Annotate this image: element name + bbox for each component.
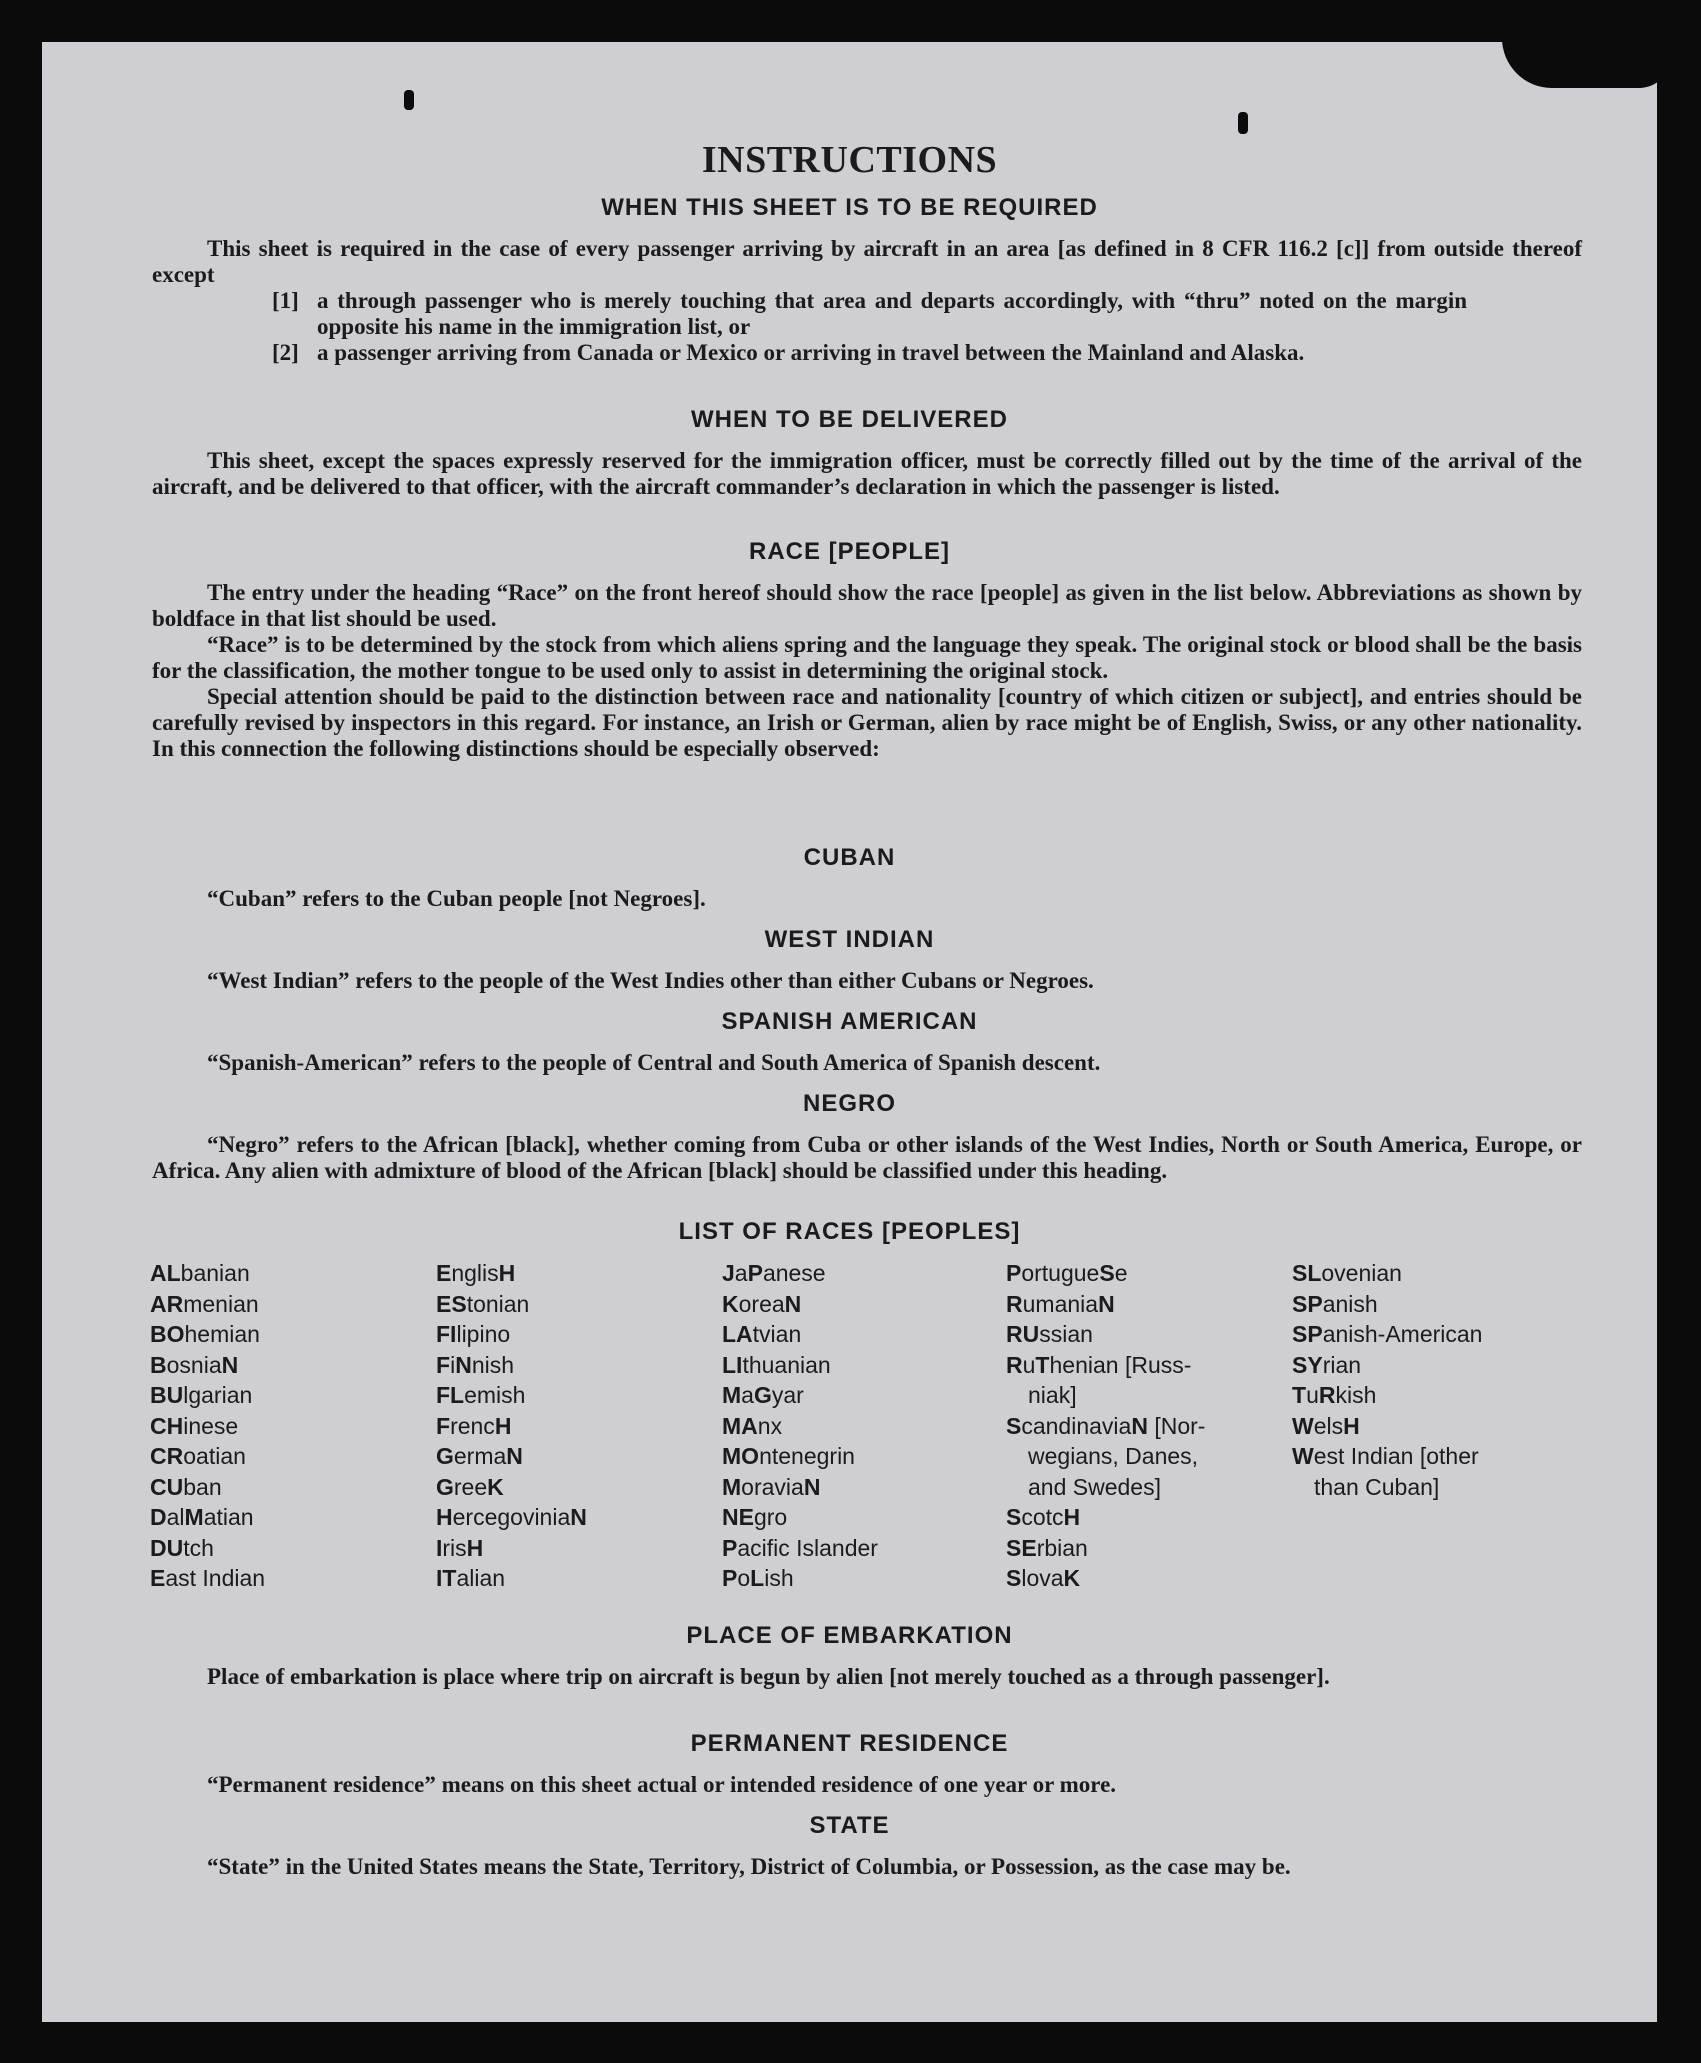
abbreviation-letters: S — [1099, 1260, 1115, 1286]
race-entry — [722, 1380, 878, 1411]
abbreviation-letters: BO — [150, 1321, 185, 1347]
race-entry — [150, 1502, 265, 1533]
race-entry — [150, 1563, 265, 1594]
abbreviation-letters: ES — [436, 1290, 467, 1317]
paragraph-text: This sheet is required in the case of every passenger arriving by aircraft in an area [as defined in 8 CFR 116.2 [c]] from outside thereof except — [152, 236, 1582, 287]
heading-when-delivered: WHEN TO BE DELIVERED — [691, 406, 1008, 433]
race-text: rian — [1322, 1351, 1362, 1378]
abbreviation-letters: R — [1006, 1351, 1023, 1378]
paragraph-text: Place of embarkation is place where trip on aircraft is begun by alien [not merely touched as a through passenger]. — [207, 1664, 1330, 1689]
paragraph-text: “Cuban” refers to the Cuban people [not Negroes]. — [207, 886, 706, 911]
paragraph-text: “Negro” refers to the African [black], whether coming from Cuba or other islands of the West Indies, North or South America, Europe, or Africa. Any alien with admixture of blood of the African [black] should be classified under this heading. — [152, 1132, 1582, 1183]
race-entry — [150, 1472, 265, 1503]
races-column-1 — [150, 1258, 265, 1594]
race-text: ssian — [1039, 1321, 1093, 1347]
abbreviation-letters: I — [436, 1534, 443, 1561]
abbreviation-letters: P — [722, 1534, 738, 1561]
race-entry — [150, 1289, 265, 1320]
race-entry — [436, 1441, 587, 1472]
race-text: els — [1313, 1412, 1344, 1439]
race-text: alian — [456, 1565, 506, 1591]
abbreviation-letters: FI — [436, 1321, 457, 1347]
abbreviation-letters: F — [436, 1351, 451, 1378]
abbreviation-letters: T — [1035, 1351, 1050, 1378]
race-entry — [722, 1533, 878, 1564]
race-entry — [1006, 1533, 1205, 1564]
race-text: tvian — [752, 1321, 802, 1347]
race-text: thuanian — [742, 1351, 831, 1378]
race-text: candinavia — [1021, 1412, 1132, 1439]
abbreviation-letters: W — [1292, 1412, 1314, 1439]
heading-spanish-american: SPANISH AMERICAN — [721, 1008, 978, 1035]
race-entry — [150, 1380, 265, 1411]
abbreviation-letters: N — [1131, 1412, 1148, 1439]
paragraph-when-required — [152, 236, 1582, 288]
race-entry — [722, 1441, 878, 1472]
paragraph-text: Special attention should be paid to the distinction between race and nationality [country of which citizen or subject], and entries should be carefully revised by inspectors in this regard. For instance, an Irish or German, alien by race might be of English, Swiss, or any other nationality. In this connection the following distinctions should be especially observed: — [152, 684, 1582, 761]
heading-when-required: WHEN THIS SHEET IS TO BE REQUIRED — [601, 194, 1098, 221]
abbreviation-letters: N — [506, 1443, 523, 1469]
abbreviation-letters: LI — [722, 1351, 743, 1378]
race-entry — [1292, 1289, 1482, 1320]
abbreviation-letters: J — [722, 1260, 735, 1286]
race-entry — [1292, 1441, 1482, 1472]
race-entry — [1006, 1502, 1205, 1533]
race-text: oravia — [741, 1473, 804, 1500]
race-entry — [1006, 1563, 1205, 1594]
abbreviation-letters: G — [753, 1382, 772, 1408]
race-text: a — [734, 1260, 748, 1286]
abbreviation-letters: L — [750, 1565, 765, 1591]
abbreviation-letters: F — [436, 1412, 451, 1439]
race-text: ercegovinia — [452, 1504, 571, 1530]
abbreviation-letters: H — [1343, 1412, 1360, 1439]
race-entry — [150, 1258, 265, 1289]
abbreviation-letters: MO — [722, 1443, 760, 1469]
abbreviation-letters: R — [1006, 1290, 1023, 1317]
race-text: ast Indian — [165, 1565, 266, 1591]
abbreviation-letters: H — [498, 1260, 516, 1286]
paragraph-state — [152, 1854, 1582, 1880]
race-entry — [1006, 1441, 1205, 1472]
abbreviation-letters: E — [150, 1565, 166, 1591]
race-entry — [436, 1411, 587, 1442]
abbreviation-letters: G — [436, 1443, 454, 1469]
abbreviation-letters: CR — [150, 1443, 184, 1469]
abbreviation-letters: SP — [1292, 1321, 1323, 1347]
abbreviation-letters: K — [722, 1290, 739, 1317]
race-text: est Indian [other — [1313, 1443, 1479, 1469]
race-text: anish-American — [1322, 1321, 1483, 1347]
abbreviation-letters: K — [487, 1473, 504, 1500]
race-entry — [436, 1319, 587, 1350]
race-entry — [1006, 1472, 1205, 1503]
item-text: a through passenger who is merely touching that area and departs accordingly, with “thru” noted on the margin opposite his name in the immigration list, or — [317, 288, 1467, 339]
race-entry — [150, 1441, 265, 1472]
race-entry — [1006, 1289, 1205, 1320]
race-entry — [150, 1350, 265, 1381]
race-text: cotc — [1021, 1504, 1064, 1530]
heading-permanent-residence: PERMANENT RESIDENCE — [690, 1730, 1009, 1757]
abbreviation-letters: P — [722, 1565, 738, 1591]
race-text: ortugue — [1021, 1260, 1100, 1286]
heading-cuban: CUBAN — [803, 844, 896, 871]
heading-embarkation: PLACE OF EMBARKATION — [686, 1622, 1013, 1649]
race-entry — [722, 1502, 878, 1533]
race-entry — [436, 1350, 587, 1381]
race-entry — [436, 1472, 587, 1503]
paragraph-spanish-american — [152, 1050, 1582, 1076]
race-text: lova — [1021, 1565, 1064, 1591]
race-entry — [436, 1563, 587, 1594]
race-entry — [150, 1319, 265, 1350]
race-entry — [1006, 1380, 1205, 1411]
race-entry — [1292, 1472, 1482, 1503]
race-entry — [1006, 1319, 1205, 1350]
race-text: yar — [771, 1382, 804, 1408]
race-text: anish — [1322, 1290, 1378, 1317]
heading-race: RACE [PEOPLE] — [748, 538, 950, 565]
race-entry — [150, 1411, 265, 1442]
race-text: nish — [471, 1351, 515, 1378]
abbreviation-letters: FL — [436, 1382, 465, 1408]
race-text: ovenian — [1321, 1260, 1402, 1286]
heading-west-indian: WEST INDIAN — [764, 926, 935, 953]
document-page — [42, 42, 1657, 2022]
abbreviation-letters: S — [1006, 1504, 1022, 1530]
abbreviation-letters: S — [1006, 1565, 1022, 1591]
abbreviation-letters: R — [1318, 1382, 1336, 1408]
race-text: atian — [203, 1504, 254, 1530]
race-entry — [722, 1319, 878, 1350]
race-entry — [436, 1502, 587, 1533]
paragraph-text: “State” in the United States means the State, Territory, District of Columbia, or Possession, as the case may be. — [207, 1854, 1291, 1879]
abbreviation-letters: N — [803, 1473, 821, 1500]
race-text: niak] — [1028, 1382, 1077, 1408]
race-text: gro — [753, 1504, 788, 1530]
punch-mark — [1238, 112, 1248, 134]
abbreviation-letters: SL — [1292, 1260, 1322, 1286]
abbreviation-letters: SY — [1292, 1351, 1323, 1378]
race-text: i — [450, 1351, 456, 1378]
paragraph-embarkation — [152, 1664, 1582, 1690]
abbreviation-letters: CU — [150, 1473, 184, 1500]
race-entry — [1006, 1411, 1205, 1442]
abbreviation-letters: H — [466, 1534, 484, 1561]
paragraph-race — [152, 580, 1582, 762]
abbreviation-letters: IT — [436, 1565, 457, 1591]
paragraph-text: “Race” is to be determined by the stock from which aliens spring and the language they speak. The original stock or blood shall be the basis for the classification, the mother tongue to be used only to assist in determining the original stock. — [152, 632, 1582, 683]
abbreviation-letters: M — [184, 1504, 204, 1530]
torn-corner — [1502, 42, 1657, 88]
abbreviation-letters: K — [1063, 1565, 1081, 1591]
race-text: ntenegrin — [759, 1443, 855, 1469]
race-text: menian — [183, 1290, 259, 1317]
item-number: [2] — [272, 340, 299, 365]
races-column-2 — [436, 1258, 587, 1594]
item-number: [1] — [272, 288, 299, 313]
heading-negro: NEGRO — [802, 1090, 896, 1117]
abbreviation-letters: N — [221, 1351, 239, 1378]
abbreviation-letters: DU — [150, 1534, 184, 1561]
abbreviation-letters: M — [722, 1473, 742, 1500]
paragraph-permanent-residence — [152, 1772, 1582, 1798]
race-entry — [1292, 1350, 1482, 1381]
race-text: hemian — [184, 1321, 260, 1347]
race-text: than Cuban] — [1314, 1473, 1440, 1500]
race-text: tch — [183, 1534, 214, 1561]
page-title: INSTRUCTIONS — [701, 139, 998, 181]
paragraph-text: The entry under the heading “Race” on the front hereof should show the race [people] as given in the list below. Abbreviations as shown by boldface in that list should be used. — [152, 580, 1582, 631]
race-text: ban — [183, 1473, 222, 1500]
abbreviation-letters: G — [436, 1473, 454, 1500]
race-text: and Swedes] — [1028, 1473, 1161, 1500]
race-text: e — [1114, 1260, 1128, 1286]
race-entry — [722, 1411, 878, 1442]
abbreviation-letters: MA — [722, 1412, 758, 1439]
race-entry — [436, 1533, 587, 1564]
race-text: umania — [1022, 1290, 1099, 1317]
abbreviation-letters: M — [722, 1382, 742, 1408]
race-text: ish — [764, 1565, 794, 1591]
race-text: inese — [183, 1412, 239, 1439]
race-text: banian — [180, 1260, 250, 1286]
abbreviation-letters: H — [1063, 1504, 1081, 1530]
abbreviation-letters: SP — [1292, 1290, 1323, 1317]
race-entry — [722, 1472, 878, 1503]
abbreviation-letters: SE — [1006, 1534, 1037, 1561]
punch-mark — [404, 90, 414, 110]
race-entry — [722, 1350, 878, 1381]
race-entry — [1006, 1258, 1205, 1289]
race-text: a — [741, 1382, 754, 1408]
race-text: osnia — [166, 1351, 222, 1378]
abbreviation-letters: B — [150, 1351, 167, 1378]
races-column-3 — [722, 1258, 878, 1594]
paragraph-text: “Spanish-American” refers to the people of Central and South America of Spanish descent. — [207, 1050, 1101, 1075]
abbreviation-letters: P — [1006, 1260, 1022, 1286]
race-text: ris — [442, 1534, 467, 1561]
abbreviation-letters: BU — [150, 1382, 184, 1408]
race-text: renc — [450, 1412, 495, 1439]
paragraph-west-indian — [152, 968, 1582, 994]
race-text: erma — [453, 1443, 507, 1469]
race-text: al — [166, 1504, 185, 1530]
abbreviation-letters: S — [1006, 1412, 1022, 1439]
race-text: henian [Russ- — [1049, 1351, 1192, 1378]
races-column-5 — [1292, 1258, 1482, 1502]
race-text: rbian — [1036, 1534, 1088, 1561]
abbreviation-letters: H — [436, 1504, 453, 1530]
race-entry — [722, 1289, 878, 1320]
race-entry — [722, 1563, 878, 1594]
abbreviation-letters: N — [455, 1351, 472, 1378]
race-text: emish — [464, 1382, 526, 1408]
race-entry — [1292, 1380, 1482, 1411]
race-entry — [1292, 1319, 1482, 1350]
paragraph-negro — [152, 1132, 1582, 1184]
race-entry — [436, 1258, 587, 1289]
paragraph-text: “West Indian” refers to the people of the West Indies other than either Cubans or Negroes. — [207, 968, 1094, 993]
race-entry — [436, 1380, 587, 1411]
abbreviation-letters: NE — [722, 1504, 754, 1530]
abbreviation-letters: N — [570, 1504, 587, 1530]
race-text: anese — [762, 1260, 826, 1286]
item-text: a passenger arriving from Canada or Mexico or arriving in travel between the Mainland and Alaska. — [317, 340, 1305, 365]
abbreviation-letters: E — [436, 1260, 452, 1286]
race-text: nx — [757, 1412, 783, 1439]
abbreviation-letters: AR — [150, 1290, 184, 1317]
race-text: lgarian — [183, 1382, 253, 1408]
race-text: [Nor- — [1147, 1412, 1206, 1439]
abbreviation-letters: H — [494, 1412, 512, 1439]
race-text: tonian — [466, 1290, 530, 1317]
paragraph-text: “Permanent residence” means on this sheet actual or intended residence of one year or more. — [207, 1772, 1117, 1797]
race-text: ree — [453, 1473, 488, 1500]
race-text: nglis — [451, 1260, 499, 1286]
paragraph-text: This sheet, except the spaces expressly reserved for the immigration officer, must be correctly filled out by the time of the arrival of the aircraft, and be delivered to that officer, with the aircraft commander’s declaration in which the passenger is listed. — [152, 448, 1582, 499]
abbreviation-letters: W — [1292, 1443, 1314, 1469]
race-text: o — [737, 1565, 751, 1591]
heading-list-of-races: LIST OF RACES [PEOPLES] — [678, 1218, 1021, 1245]
abbreviation-letters: CH — [150, 1412, 184, 1439]
paragraph-cuban — [152, 886, 1582, 912]
race-entry — [722, 1258, 878, 1289]
abbreviation-letters: RU — [1006, 1321, 1040, 1347]
abbreviation-letters: T — [1292, 1382, 1307, 1408]
race-text: wegians, Danes, — [1028, 1443, 1199, 1469]
race-text: oatian — [183, 1443, 246, 1469]
race-entry — [436, 1289, 587, 1320]
heading-state: STATE — [809, 1812, 890, 1839]
abbreviation-letters: AL — [150, 1260, 181, 1286]
race-entry — [1006, 1350, 1205, 1381]
race-entry — [1292, 1411, 1482, 1442]
race-entry — [150, 1533, 265, 1564]
abbreviation-letters: N — [1098, 1290, 1115, 1317]
race-entry — [1292, 1258, 1482, 1289]
abbreviation-letters: D — [150, 1504, 167, 1530]
race-text: u — [1306, 1382, 1319, 1408]
paragraph-when-delivered — [152, 448, 1582, 500]
race-text: u — [1022, 1351, 1036, 1378]
race-text: orea — [738, 1290, 785, 1317]
race-text: lipino — [456, 1321, 511, 1347]
races-column-4 — [1006, 1258, 1205, 1594]
race-text: acific Islander — [737, 1534, 878, 1561]
abbreviation-letters: LA — [722, 1321, 753, 1347]
abbreviation-letters: P — [747, 1260, 763, 1286]
abbreviation-letters: N — [784, 1290, 802, 1317]
race-text: kish — [1335, 1382, 1377, 1408]
